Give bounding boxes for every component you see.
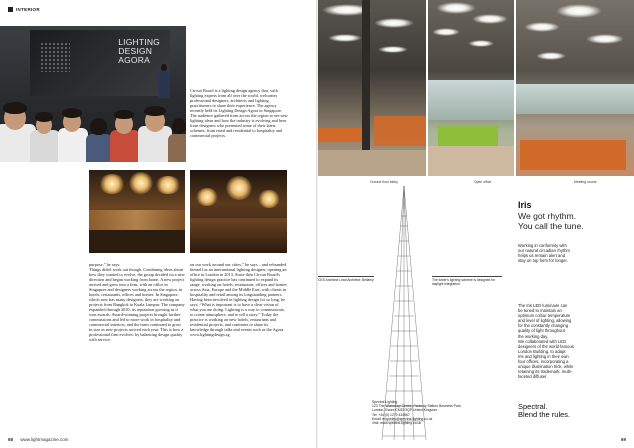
- article-column-left: purpose,” he says. Things didn't work out though. Combining ideas about how they wanted to evolve, the group decided on a new direction and began working from home. A new project arrived and grew into a firm, with an office in Singapore and designers working across the region, in hotels, restaurants, offices and homes. In Singapore, which now has many designers, they are working on projects from Bangkok to Kuala Lumpur. The company expanded through 2010, its reputation growing as it won awards. Award-winning projects brought further commissions and led to more work in hospitality and commercial interiors, and the team continued to grow in size as new projects arrived each year. This is how a professional firm evolves: by balancing design quality with service.: [89, 262, 185, 342]
- office-photo-meeting: [516, 0, 634, 176]
- section-square-icon: [8, 7, 13, 12]
- ad-address: Spectral Lighting 123 The Workshop Centre, Parkway Station Business Park, London, Essex CM19 5QP United Kingdom Tel: +44 (0) 1279 434567 Email: enquiries@spectral-lighting.co.uk Visit: www.spectral-lighting.co.uk: [372, 400, 462, 426]
- seminar-photo: [0, 26, 186, 162]
- projection-screen: [30, 30, 170, 96]
- footer-left: [8, 437, 69, 442]
- screen-dot-graphic: [40, 42, 70, 72]
- ad-intro: Working in conformity with our natural circadian rhythm helps us remain alert and stay on top form for longer.: [518, 243, 570, 264]
- office-photo-open-plan: [428, 0, 514, 176]
- section-label: INTERIOR: [16, 7, 40, 12]
- caption-open-office: Open office: [474, 180, 492, 184]
- article-column-right: on our work around our cities,” he says – and rebranded himself as an international lighting designer, opening an office in London in 2013. Since then Circuit Board's lighting design practice has continued to expand its range, working on hotels, restaurants, offices and homes across Asia, Europe and the Middle East, with clients in hospitality and retail among its longstanding partners. Having been involved in lighting design for so long, he says, “What is important is to have a clear vision of what you are doing. Lighting is a way to communicate, to create atmosphere, and to tell a story.” Today the practice is working on new hotels, restaurants and residential projects, and continues to share its knowledge through talks and events such as the Agora. www.lightingdesign.sg: [190, 262, 287, 337]
- footer-site: www.lightmagazine.com: [20, 437, 69, 442]
- page-number-left: 68: [8, 437, 14, 442]
- office-photo-lobby: [318, 0, 426, 176]
- audience: [0, 90, 186, 162]
- caption-meeting: Meeting rooms: [574, 180, 597, 184]
- ad-title: Iris: [518, 200, 532, 210]
- legend-lighting: The tower's lighting scheme is designed for daylight integration: [432, 276, 502, 286]
- ad-body: The Iris LED luminaire can be tuned to maintain an optimum colour temperature and level of lighting, allowing for the constantly changing quality of light throughout the working day. We collaborated with LED designers of the world famous London Building, to adapt Iris and lighting in their own four offices, incorporating a unique illumination trick, while retaining its trademark, multi- faceted diffuser.: [518, 303, 574, 380]
- page-number-right: 69: [620, 437, 626, 442]
- section-header: [8, 7, 40, 12]
- spectral-logo: Spectral. Blend the rules.: [518, 402, 571, 420]
- bar-photo: [190, 170, 287, 253]
- article-intro: Circuit Board is a lighting design agency that, with lighting experts from all over the world, welcomes professional designers, architects and lighting practitioners to share their experience. The agency recently held its Lighting Design Agora in Singapore. The audience gathered from across the region to see new lighting ideas and how the industry is evolving and hear from designers who presented some of their latest schemes, from retail and residential to hospitality and commercial projects.: [190, 88, 288, 138]
- ad-tagline: We got rhythm. You call the tune.: [518, 211, 584, 231]
- caption-lobby: Ground floor lobby: [370, 180, 398, 184]
- restaurant-photo: [89, 170, 185, 253]
- legend-architect: CES Architect Lead Architect: Bellamy: [318, 278, 374, 282]
- screen-title: LIGHTING DESIGN AGORA: [118, 37, 160, 65]
